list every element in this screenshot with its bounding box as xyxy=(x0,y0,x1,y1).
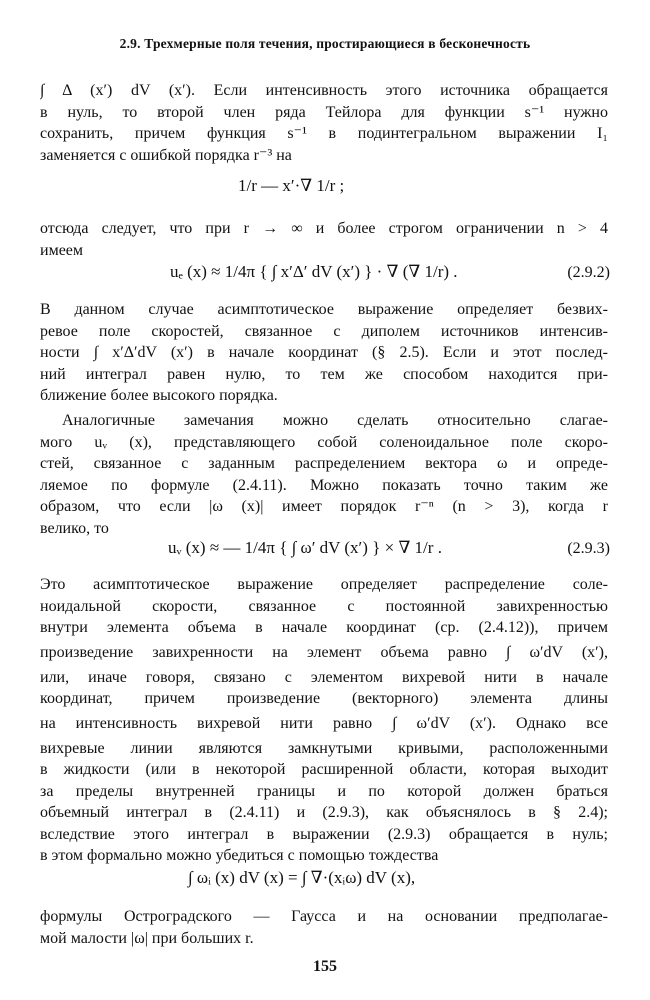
text-line: внутри элемента объема в начале координат (ср. (2.4.12)), причем xyxy=(40,619,608,636)
text-line: отсюда следует, что при r → ∞ и более строгом ограничении n > 4 xyxy=(40,220,608,237)
text-line: ближение более высокого порядка. xyxy=(40,387,278,404)
text-line: велико, то xyxy=(40,519,109,537)
text-line: ляемое по формуле (2.4.11). Можно показать точно таким же xyxy=(40,476,608,494)
paragraph-4 xyxy=(40,410,608,539)
equation-number-2-9-2: (2.9.2) xyxy=(567,264,610,281)
text-line: вследствие этого интеграл в выражении (2.9.3) обращается в нуль; xyxy=(40,825,608,843)
running-header: 2.9. Трехмерные поля течения, простирающиеся в бесконечность xyxy=(119,36,531,51)
text-line: В данном случае асимптотическое выражение определяет безвих- xyxy=(40,301,608,318)
text-line: в нуль, то второй член ряда Тейлора для функции s⁻¹ нужно xyxy=(40,103,608,121)
text-line: ности ∫ x′Δ′dV (x′) в начале координат (§ 2.5). Если и этот послед- xyxy=(40,344,608,361)
paragraph-5 xyxy=(40,574,608,867)
text-line: мой малости |ω| при больших r. xyxy=(40,929,254,947)
text-line: ний интеграл равен нулю, то тем же способом находится при- xyxy=(40,365,608,383)
text-line: Это асимптотическое выражение определяет распределение соле- xyxy=(40,576,608,593)
text-line: в жидкости (или в некоторой расширенной области, которая выходит xyxy=(40,761,608,778)
text-line: ноидальной скорости, связанное с постоянной завихренностью xyxy=(40,597,608,615)
page-number: 155 xyxy=(313,958,337,975)
text-line: имеем xyxy=(40,241,84,259)
text-line: Аналогичные замечания можно сделать относительно слагае- xyxy=(62,412,608,429)
formula-3: uᵥ (x) ≈ — 1/4π { ∫ ω′ dV (x′) } × ∇ 1/r . xyxy=(168,538,442,557)
text-line: стей, связанное с заданным распределением вектора ω и опреде- xyxy=(40,455,608,472)
text-line: формулы Остроградского — Гаусса и на основании предполагае- xyxy=(40,908,608,925)
equation-number-2-9-3: (2.9.3) xyxy=(567,540,610,557)
text-line: образом, что если |ω (x)| имеет порядок r⁻ⁿ (n > 3), когда r xyxy=(40,498,608,515)
text-line: или, иначе говоря, связано с элементом вихревой нити в начале xyxy=(40,668,608,686)
text-line: в этом формально можно убедиться с помощью тождества xyxy=(40,847,439,864)
paragraph-3 xyxy=(40,299,608,407)
paragraph-1 xyxy=(40,80,608,166)
formula-2: uₑ (x) ≈ 1/4π { ∫ x′Δ′ dV (x′) } · ∇ (∇ 1/r) . xyxy=(170,262,458,281)
text-line: ревое поле скоростей, связанное с диполем источников интенсив- xyxy=(40,322,608,340)
text-line: мого uᵥ (x), представляющего собой соленоидальное поле скоро- xyxy=(40,433,608,451)
text-line: произведение завихренности на элемент объема равно ∫ ω′dV (x′), xyxy=(40,643,608,661)
text-line: сохранить, причем функция s⁻¹ в подинтегральном выражении I₁ xyxy=(40,125,608,142)
text-line: за пределы внутренней границы и по которой должен браться xyxy=(40,782,608,800)
paragraph-2 xyxy=(40,218,608,261)
formula-1: 1/r — x′·∇ 1/r ; xyxy=(238,176,345,195)
text-line: заменяется с ошибкой порядка r⁻³ на xyxy=(40,146,292,164)
text-line: на интенсивность вихревой нити равно ∫ ω′dV (x′). Однако все xyxy=(40,714,608,732)
formula-4: ∫ ωᵢ (x) dV (x) = ∫ ∇·(xᵢω) dV (x), xyxy=(188,868,416,887)
text-line: координат, причем произведение (векторного) элемента длины xyxy=(40,690,608,707)
text-line: объемный интеграл в (2.4.11) и (2.9.3), как объяснялось в § 2.4); xyxy=(40,804,608,821)
text-line: ∫ Δ (x′) dV (x′). Если интенсивность этого источника обращается xyxy=(40,82,608,99)
text-line: вихревые линии являются замкнутыми кривыми, расположенными xyxy=(40,739,608,757)
paragraph-6 xyxy=(40,906,608,949)
